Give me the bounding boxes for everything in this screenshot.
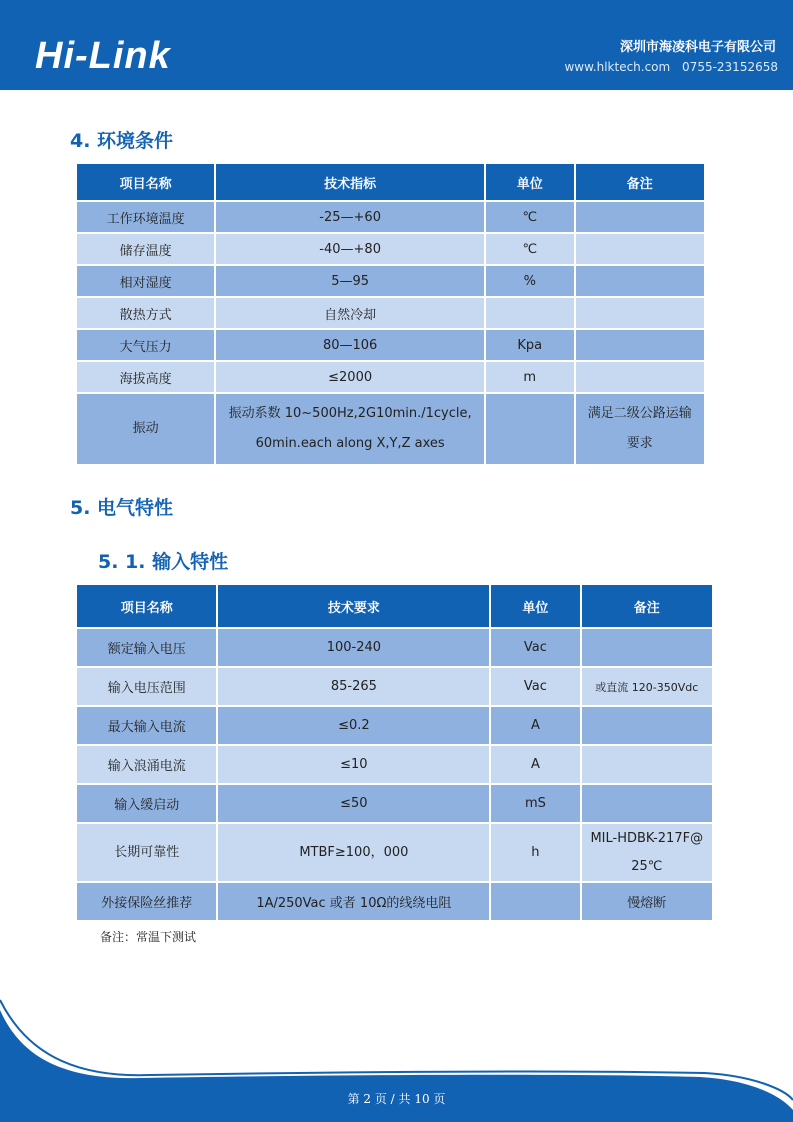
table-cell: h bbox=[491, 824, 579, 881]
spec-line: 60min.each along X,Y,Z axes bbox=[255, 436, 445, 451]
table-cell: 储存温度 bbox=[77, 234, 214, 264]
column-header: 项目名称 bbox=[77, 164, 214, 200]
table-cell: 大气压力 bbox=[77, 330, 214, 360]
table-cell: 80—106 bbox=[216, 330, 484, 360]
page-number: 第 2 页 / 共 10 页 bbox=[347, 1092, 446, 1106]
table-cell: MTBF≥100，000 bbox=[218, 824, 489, 881]
website-text: www.hlktech.com bbox=[564, 60, 671, 74]
table-cell: % bbox=[486, 266, 574, 296]
company-name: 深圳市海凌科电子有限公司 bbox=[619, 40, 776, 55]
table-cell: 海拔高度 bbox=[77, 362, 214, 392]
column-header: 单位 bbox=[491, 585, 579, 627]
column-header: 技术指标 bbox=[216, 164, 484, 200]
table-cell: 工作环境温度 bbox=[77, 202, 214, 232]
table-cell: ℃ bbox=[486, 234, 574, 264]
table-cell: 最大输入电流 bbox=[77, 707, 216, 744]
note-line: 要求 bbox=[626, 436, 653, 451]
table-cell: ≤2000 bbox=[216, 362, 484, 392]
table-cell: Kpa bbox=[486, 330, 574, 360]
note-line: MIL-HDBK-217F@ bbox=[590, 830, 704, 846]
phone-text: 0755-23152658 bbox=[682, 60, 778, 74]
table-cell: 慢熔断 bbox=[582, 883, 712, 920]
column-header: 备注 bbox=[576, 164, 704, 200]
table-cell: Vac bbox=[491, 668, 579, 705]
section-5-1-title: 5. 1. 输入特性 bbox=[98, 551, 229, 573]
table-cell: -25—+60 bbox=[216, 202, 484, 232]
column-header: 单位 bbox=[486, 164, 574, 200]
table-cell: 相对湿度 bbox=[77, 266, 214, 296]
table-cell: 或直流 120-350Vdc bbox=[582, 668, 712, 705]
table-cell: 额定输入电压 bbox=[77, 629, 216, 666]
table-cell: 长期可靠性 bbox=[77, 824, 216, 881]
table-cell: ≤50 bbox=[218, 785, 489, 822]
table-cell: 85-265 bbox=[218, 668, 489, 705]
table-footnote: 备注：常温下测试 bbox=[100, 930, 197, 944]
column-header: 备注 bbox=[582, 585, 712, 627]
table-cell: -40—+80 bbox=[216, 234, 484, 264]
table-cell: 1A/250Vac 或者 10Ω的线绕电阻 bbox=[218, 883, 489, 920]
hi-link-logo: Hi-Link bbox=[35, 35, 171, 77]
note-line: 满足二级公路运输 bbox=[587, 406, 692, 421]
table-cell: 自然冷却 bbox=[216, 298, 484, 328]
table-cell: 外接保险丝推荐 bbox=[77, 883, 216, 920]
section-4-title: 4. 环境条件 bbox=[70, 130, 174, 152]
table-cell: 100-240 bbox=[218, 629, 489, 666]
table-cell: 5—95 bbox=[216, 266, 484, 296]
note-line: 25℃ bbox=[631, 858, 663, 874]
table-cell: ℃ bbox=[486, 202, 574, 232]
table-cell: 振动 bbox=[77, 394, 214, 464]
table-cell: Vac bbox=[491, 629, 579, 666]
spec-line: 振动系数 10~500Hz,2G10min./1cycle, bbox=[228, 406, 472, 421]
table-cell: m bbox=[486, 362, 574, 392]
table-cell: 输入浪涌电流 bbox=[77, 746, 216, 783]
column-header: 项目名称 bbox=[77, 585, 216, 627]
table-cell: 输入电压范围 bbox=[77, 668, 216, 705]
column-header: 技术要求 bbox=[218, 585, 489, 627]
table-cell: A bbox=[491, 746, 579, 783]
table-cell: A bbox=[491, 707, 579, 744]
table-cell: mS bbox=[491, 785, 579, 822]
table-cell: ≤10 bbox=[218, 746, 489, 783]
table-cell: 输入缓启动 bbox=[77, 785, 216, 822]
table-cell: 散热方式 bbox=[77, 298, 214, 328]
section-5-title: 5. 电气特性 bbox=[70, 497, 174, 519]
table-cell: ≤0.2 bbox=[218, 707, 489, 744]
